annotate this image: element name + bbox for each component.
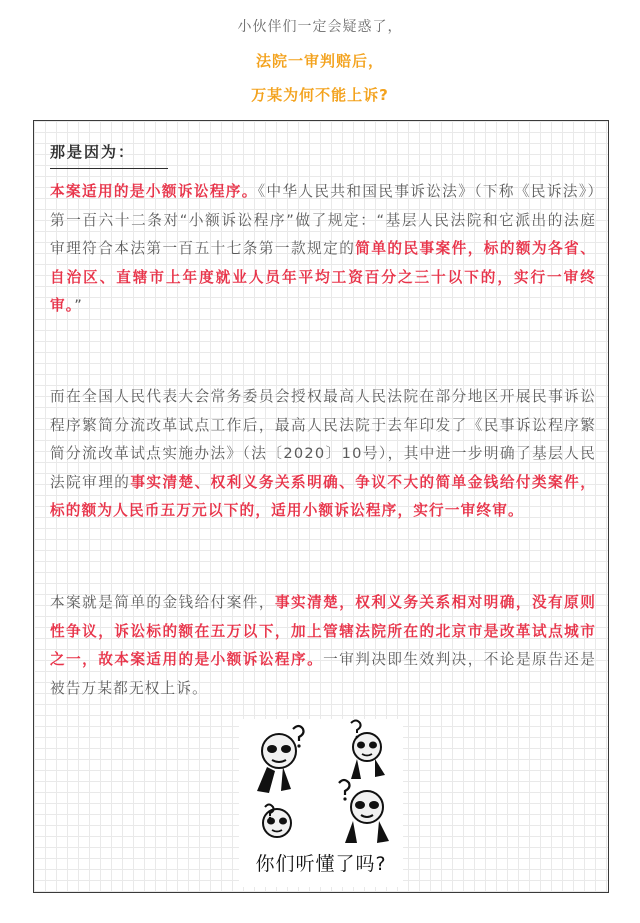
explanation-box	[33, 120, 609, 893]
confused-panda-meme-icon	[239, 719, 403, 887]
paragraph-1	[50, 178, 596, 321]
panda-figure-1	[257, 726, 304, 793]
highlight-text: 本案适用的是小额诉讼程序。	[50, 183, 258, 200]
intro-line-3: 万某为何不能上诉?	[251, 86, 389, 104]
body-text: 《中华人民共和国民事诉讼法》（下称《民诉法》）第一百六十二条对“小额诉讼程序”做了规定：“基层人民法院和它派出的法庭审理符合本法第一百五十七条第一款规定的	[50, 183, 596, 257]
intro-line-1: 小伙伴们一定会疑惑了，	[237, 19, 403, 35]
body-text: ”	[74, 297, 84, 314]
paragraph-2	[50, 383, 596, 526]
panda-figure-3	[263, 805, 291, 838]
highlight-text: 简单的民事案件，标的额为各省、自治区、直辖市上年度就业人员年平均工资百分之三十以下的，实行一审终审。	[50, 240, 596, 314]
highlight-text: 事实清楚、权利义务关系明确、争议不大的简单金钱给付类案件，标的额为人民币五万元以下的，适用小额诉讼程序，实行一审终审。	[50, 473, 596, 519]
panda-figure-4	[339, 780, 389, 843]
meme-drawing	[239, 719, 403, 849]
intro-line-2: 法院一审判赔后，	[255, 52, 384, 70]
meme-caption: 你们听懂了吗?	[255, 853, 387, 875]
heading-underline	[50, 168, 168, 169]
body-text: 而在全国人民代表大会常务委员会授权最高人民法院在部分地区开展民事诉讼程序繁简分流改革试点工作后，最高人民法院于去年印发了《民事诉讼程序繁简分流改革试点实施办法》（法〔2020〕10号），其中进一步明确了基层人民法院审理的	[50, 388, 596, 491]
paragraph-3	[50, 589, 596, 703]
body-text: 一审判决即生效判决，不论是原告还是被告万某都无权上诉。	[50, 651, 596, 697]
highlight-text: 事实清楚，权利义务关系相对明确，没有原则性争议，诉讼标的额在五万以下，加上管辖法院所在的北京市是改革试点城市之一，故本案适用的是小额诉讼程序。	[50, 594, 596, 668]
box-heading: 那是因为：	[50, 143, 136, 161]
body-text: 本案就是简单的金钱给付案件，	[50, 594, 275, 611]
panda-figure-2	[351, 721, 385, 780]
